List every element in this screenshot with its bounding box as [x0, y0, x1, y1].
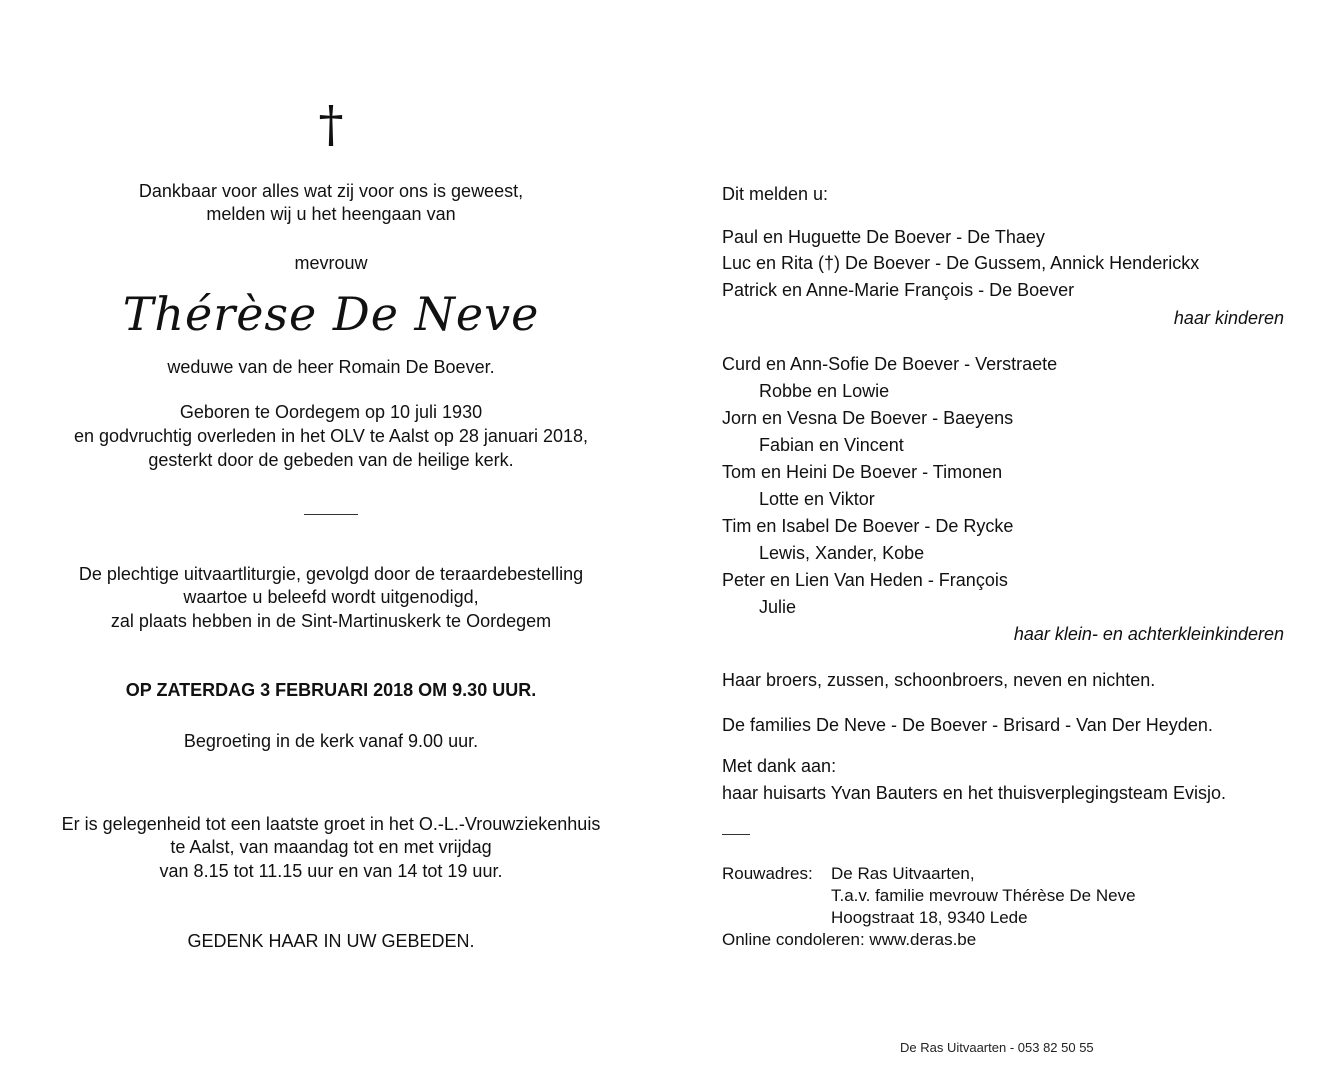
online-condolence: Online condoleren: www.deras.be — [722, 930, 977, 949]
grandchildren-label: haar klein- en achterkleinkinderen — [1013, 624, 1284, 644]
funeral-date: OP ZATERDAG 3 FEBRUARI 2018 OM 9.30 UUR. — [125, 680, 537, 700]
grandchild-kids: Lewis, Xander, Kobe — [759, 543, 925, 563]
widow-line: weduwe van de heer Romain De Boever. — [167, 357, 495, 377]
grandchild-kids: Julie — [759, 597, 797, 617]
grandchild-parents: Curd en Ann-Sofie De Boever - Verstraete — [722, 354, 1058, 374]
deceased-name: Thérèse De Neve — [122, 287, 540, 341]
thanks-label: Met dank aan: — [722, 756, 837, 776]
cross-icon: † — [318, 95, 344, 153]
address-line-3: Hoogstraat 18, 9340 Lede — [831, 908, 1028, 927]
child-line: Patrick en Anne-Marie François - De Boever — [722, 280, 1075, 300]
born-line-2: en godvruchtig overleden in het OLV te Aalst op 28 januari 2018, — [73, 426, 589, 446]
greeting-line: Begroeting in de kerk vanaf 9.00 uur. — [183, 731, 479, 751]
visit-line-1: Er is gelegenheid tot een laatste groet in het O.-L.-Vrouwziekenhuis — [61, 814, 601, 834]
title-mevrouw: mevrouw — [294, 253, 368, 273]
visit-line-2: te Aalst, van maandag tot en met vrijdag — [170, 837, 492, 857]
address-line-2: T.a.v. familie mevrouw Thérèse De Neve — [831, 886, 1136, 905]
grandchild-parents: Jorn en Vesna De Boever - Baeyens — [722, 408, 1014, 428]
footer-contact: De Ras Uitvaarten - 053 82 50 55 — [900, 1040, 1094, 1055]
address-label: Rouwadres: — [722, 864, 813, 883]
grandchild-parents: Peter en Lien Van Heden - François — [722, 570, 1008, 590]
born-line-1: Geboren te Oordegem op 10 juli 1930 — [179, 402, 483, 422]
closing-line: GEDENK HAAR IN UW GEBEDEN. — [187, 931, 475, 951]
grandchild-kids: Fabian en Vincent — [759, 435, 904, 455]
intro-line-1: Dankbaar voor alles wat zij voor ons is geweest, — [138, 181, 524, 201]
address-line-1: De Ras Uitvaarten, — [831, 864, 975, 883]
divider — [304, 514, 358, 515]
born-line-3: gesterkt door de gebeden van de heilige kerk. — [148, 450, 514, 470]
grandchild-parents: Tom en Heini De Boever - Timonen — [722, 462, 1003, 482]
thanks-text: haar huisarts Yvan Bauters en het thuisverplegingsteam Evisjo. — [722, 783, 1226, 803]
visit-line-3: van 8.15 tot 11.15 uur en van 14 tot 19 uur. — [159, 861, 503, 881]
announce-heading: Dit melden u: — [722, 184, 829, 204]
grandchild-kids: Robbe en Lowie — [759, 381, 890, 401]
service-line-3: zal plaats hebben in de Sint-Martinuskerk te Oordegem — [110, 611, 552, 631]
grandchild-parents: Tim en Isabel De Boever - De Rycke — [722, 516, 1014, 536]
siblings-line: Haar broers, zussen, schoonbroers, neven en nichten. — [722, 670, 1156, 690]
intro-line-2: melden wij u het heengaan van — [206, 204, 456, 224]
children-label: haar kinderen — [1173, 308, 1284, 328]
service-line-2: waartoe u beleefd wordt uitgenodigd, — [183, 587, 479, 607]
families-line: De families De Neve - De Boever - Brisard - Van Der Heyden. — [722, 715, 1213, 735]
divider — [722, 834, 750, 835]
grandchild-kids: Lotte en Viktor — [759, 489, 875, 509]
child-line: Paul en Huguette De Boever - De Thaey — [722, 227, 1045, 247]
service-line-1: De plechtige uitvaartliturgie, gevolgd door de teraardebestelling — [78, 564, 584, 584]
child-line: Luc en Rita (†) De Boever - De Gussem, Annick Henderickx — [722, 253, 1200, 273]
